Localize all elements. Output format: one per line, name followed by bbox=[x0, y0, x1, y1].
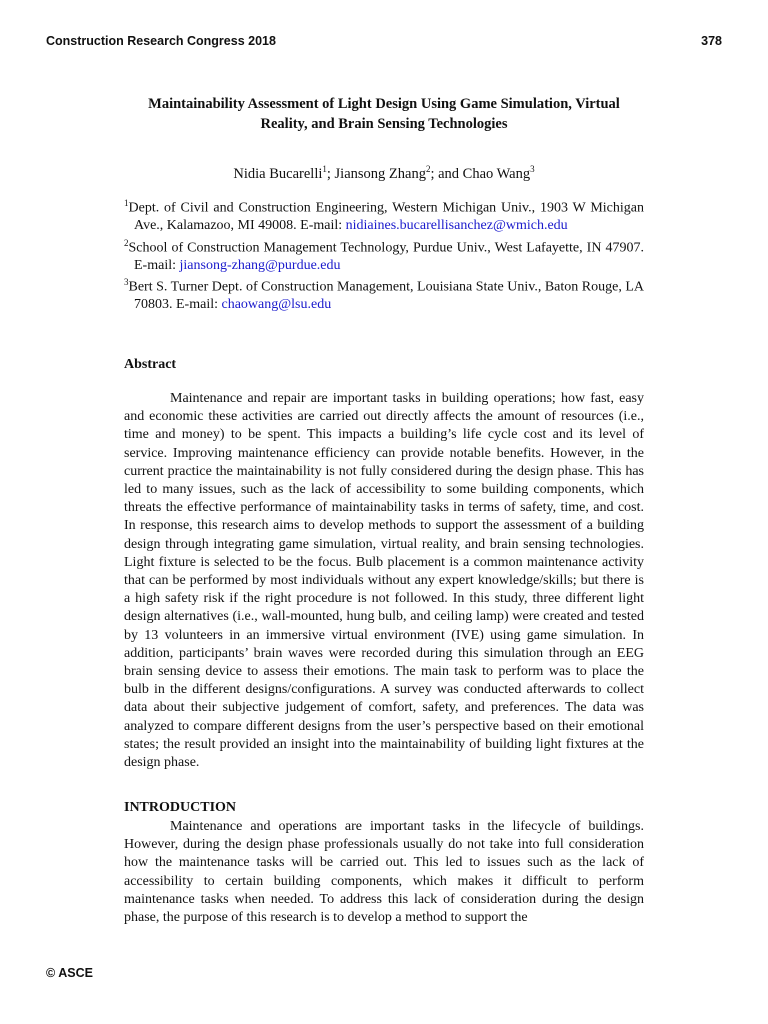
author-affiliation-marker: 2 bbox=[425, 164, 431, 174]
introduction-paragraph: Maintenance and operations are important tasks in the lifecycle of buildings. However, during the design phase professionals usually do not take into full consideration how the maintenance tasks will be carried out. This led to issues such as the lack of accessibility to certain building components, which makes it difficult to perform maintenance tasks when needed. To address this lack of consideration during the design phase, the purpose of this research is to develop a method to support the bbox=[124, 819, 644, 926]
copyright-footer: © ASCE bbox=[46, 966, 93, 980]
affiliations bbox=[124, 195, 644, 314]
affiliation-marker: 2 bbox=[124, 237, 129, 248]
author-separator: ; bbox=[326, 165, 335, 182]
abstract-paragraph: Maintenance and repair are important tasks in building operations; how fast, easy and economic these activities are carried out directly affects the amount of resources (i.e., time and money) to be spent. This impacts a building’s life cycle cost and its level of service. Improving maintenance efficiency can provide notable benefits. However, in the current practice the maintainability is not fully considered during the design phase. This has led to many issues, such as the lack of accessibility to some building components, which threats the effective performance of maintainability tasks in terms of safety, time, and cost. In response, this research aims to develop methods to support the assessment of a building design through integrating game simulation, virtual reality, and brain sensing technologies. Light fixture is selected to be the focus. Bulb placement is a common maintenance activity that can be performed by most individuals without any expert knowledge/skills; but there is a high safety risk if the right procedure is not followed. In this study, three different light design alternatives (i.e., wall-mounted, hung bulb, and ceiling lamp) were created and tested by 13 volunteers in an immersive virtual environment (IVE) using game simulation. In addition, participants’ brain waves were recorded during this simulation through an EEG brain sensing device to assess their emotions. The main task to perform was to place the bulb in the different designs/configurations. A survey was conducted afterwards to collect data about their subjective judgement of comfort, safety, and preferences. The data was analyzed to compare different designs from the user’s perspective based on their emotional states; the result provided an insight into the maintainability of building light fixtures at the design phase. bbox=[124, 391, 644, 771]
affiliation-marker: 1 bbox=[124, 198, 129, 208]
author-name: Chao Wang bbox=[462, 165, 531, 182]
introduction-heading: INTRODUCTION bbox=[124, 800, 237, 815]
author-affiliation-marker: 1 bbox=[322, 164, 327, 174]
affiliation-marker: 3 bbox=[124, 277, 129, 288]
email-link[interactable]: nidiaines.bucarellisanchez@wmich.edu bbox=[345, 218, 568, 234]
paper-title-line-2: Reality, and Brain Sensing Technologies bbox=[260, 116, 508, 132]
author-name: Nidia Bucarelli bbox=[233, 165, 323, 182]
affiliation-text: Bert S. Turner Dept. of Construction Management, Louisiana State Univ., Baton Rouge, LA 70803. E-mail: bbox=[128, 279, 644, 313]
affiliation-item bbox=[124, 235, 644, 275]
author-separator: ; and bbox=[430, 165, 463, 182]
email-link[interactable]: chaowang@lsu.edu bbox=[221, 297, 332, 313]
author-list bbox=[124, 160, 644, 183]
author-affiliation-marker: 3 bbox=[530, 164, 535, 174]
running-header-conference: Construction Research Congress 2018 bbox=[46, 34, 276, 48]
abstract-heading: Abstract bbox=[124, 357, 177, 372]
page-number: 378 bbox=[701, 34, 722, 48]
paper-title bbox=[124, 94, 644, 134]
affiliation-item bbox=[124, 274, 644, 314]
affiliation-text: Dept. of Civil and Construction Engineering, Western Michigan Univ., 1903 W Michigan Ave., Kalamazoo, MI 49008. E-mail: bbox=[128, 200, 644, 234]
affiliation-item bbox=[124, 195, 644, 235]
affiliation-text: School of Construction Management Technology, Purdue Univ., West Lafayette, IN 47907. E-mail: bbox=[128, 240, 644, 273]
author-name: Jiansong Zhang bbox=[334, 165, 426, 182]
paper-title-line-1: Maintainability Assessment of Light Design Using Game Simulation, Virtual bbox=[148, 96, 620, 112]
email-link[interactable]: jiansong-zhang@purdue.edu bbox=[179, 257, 341, 273]
